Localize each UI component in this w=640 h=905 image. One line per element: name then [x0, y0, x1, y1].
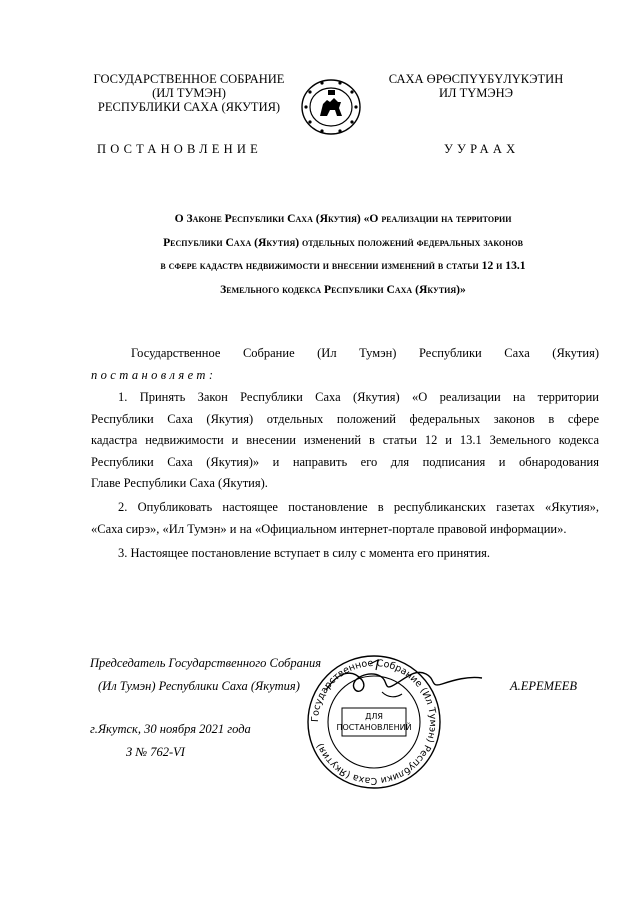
paragraph-1-line: 1. Принять Закон Республики Саха (Якутия) «О реализации на территории [118, 390, 599, 404]
stamp-center-line-1: ДЛЯ [365, 712, 383, 721]
header-left-line-2: (ИЛ ТУМЭН) [152, 86, 226, 100]
signature-position-line-2: (Ил Тумэн) Республики Саха (Якутия) [98, 679, 300, 693]
paragraph-1-line: кадастра недвижимости и внесении изменений в статьи 12 и 13.1 Земельного кодекса [91, 433, 599, 447]
title-line: в сфере кадастра недвижимости и внесении изменений в статьи 12 и 13.1 [160, 259, 526, 272]
header-right-block [365, 72, 587, 100]
signature-position-line-1: Председатель Государственного Собрания [90, 656, 322, 670]
coat-of-arms-emblem [300, 78, 362, 136]
paragraph-3 [91, 543, 599, 565]
paragraph-3-line: 3. Настоящее постановление вступает в силу с момента его принятия. [118, 546, 491, 560]
official-stamp [304, 652, 444, 792]
preamble-line-1: Государственное Собрание (Ил Тумэн) Республики Саха (Якутия) [131, 346, 599, 360]
place-date: г.Якутск, 30 ноября 2021 года [90, 722, 251, 736]
paragraph-1-line: Республики Саха (Якутия)» и направить его для подписания и обнародования [91, 454, 599, 469]
title-line: Республики Саха (Якутия) отдельных положений федеральных законов [163, 235, 523, 249]
preamble-line-2: постановляет: [91, 367, 217, 382]
title-line: О Законе Республики Саха (Якутия) «О реализации на территории [174, 212, 512, 225]
header-right-line-1: САХА ӨРӨСПҮҮБҮЛҮКЭТИН [388, 72, 564, 86]
paragraph-1 [91, 387, 599, 495]
stamp-ring-text: Государственное Собрание (Ил Тумэн) Республики Саха (Якутия) [309, 657, 439, 787]
doc-type-left: ПОСТАНОВЛЕНИЕ [97, 142, 262, 156]
doc-type-right: УУРААХ [444, 142, 520, 156]
paragraph-1-line: Главе Республики Саха (Якутия). [91, 476, 268, 490]
document-title [108, 207, 578, 301]
stamp-center-line-2: ПОСТАНОВЛЕНИЙ [336, 723, 412, 732]
signatory-name: А.ЕРЕМЕЕВ [510, 679, 577, 693]
header-left-block [72, 72, 306, 114]
title-line: Земельного кодекса Республики Саха (Якутия)» [220, 282, 466, 296]
header-left-line-1: ГОСУДАРСТВЕННОЕ СОБРАНИЕ [93, 72, 285, 86]
document-number: З № 762-VI [126, 745, 185, 759]
header-right-line-2: ИЛ ТҮМЭНЭ [439, 86, 513, 100]
preamble [91, 343, 599, 386]
paragraph-2-line: 2. Опубликовать настоящее постановление в республиканских газетах «Якутия», [118, 500, 599, 514]
header-left-line-3: РЕСПУБЛИКИ САХА (ЯКУТИЯ) [97, 100, 281, 114]
paragraph-2-line: «Саха сирэ», «Ил Тумэн» и на «Официальном интернет-портале правовой информации». [91, 521, 567, 536]
paragraph-2 [91, 497, 599, 540]
paragraph-1-line: Республики Саха (Якутия) отдельных положений федеральных законов в сфере [91, 411, 599, 426]
